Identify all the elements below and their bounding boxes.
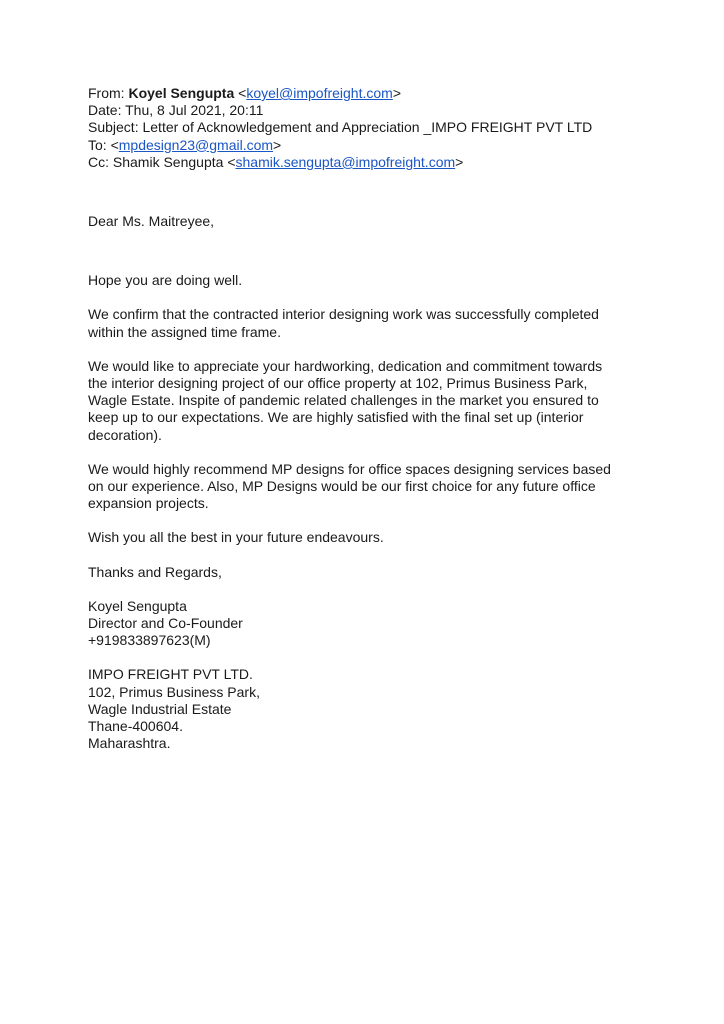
to-line xyxy=(88,137,648,154)
address-line: Maharashtra. xyxy=(88,735,171,752)
paragraph-line: within the assigned time frame. xyxy=(88,323,281,340)
from-name: Koyel Sengupta xyxy=(128,85,235,101)
paragraph-line: expansion projects. xyxy=(88,495,209,512)
subject-value: Letter of Acknowledgement and Appreciation _IMPO FREIGHT PVT LTD xyxy=(142,119,593,136)
spacer xyxy=(88,444,648,461)
spacer xyxy=(88,341,648,358)
cc-email-link[interactable]: shamik.sengupta@impofreight.com xyxy=(235,153,456,170)
from-line xyxy=(88,85,648,102)
cc-label: Cc: xyxy=(88,153,109,170)
paragraph-line: We would like to appreciate your hardworking, dedication and commitment towards xyxy=(88,357,603,374)
cc-line xyxy=(88,154,648,171)
salutation: Dear Ms. Maitreyee, xyxy=(88,213,215,230)
from-email-link[interactable]: koyel@impofreight.com xyxy=(246,85,393,101)
wish-line: Wish you all the best in your future endeavours. xyxy=(88,529,384,546)
from-label: From: xyxy=(88,85,125,101)
signature-title: Director and Co-Founder xyxy=(88,615,243,632)
spacer xyxy=(88,512,648,529)
spacer xyxy=(88,581,648,598)
to-lt: < xyxy=(110,136,119,153)
spacer xyxy=(88,171,648,213)
company-name: IMPO FREIGHT PVT LTD. xyxy=(88,666,253,683)
address-line: Thane-400604. xyxy=(88,718,183,735)
paragraph-line: the interior designing project of our office property at 102, Primus Business Park, xyxy=(88,375,588,392)
paragraph-line: keep up to our expectations. We are highly satisfied with the final set up (interior xyxy=(88,409,584,426)
signature-block xyxy=(88,598,648,650)
paragraph-appreciation xyxy=(88,358,648,444)
date-label: Date: xyxy=(88,102,122,119)
date-line xyxy=(88,102,648,119)
closing: Thanks and Regards, xyxy=(88,563,222,580)
spacer xyxy=(88,289,648,306)
cc-name: Shamik Sengupta xyxy=(112,153,224,170)
to-gt: > xyxy=(273,136,282,153)
spacer xyxy=(88,547,648,564)
paragraph-recommendation xyxy=(88,461,648,513)
spacer xyxy=(88,230,648,272)
cc-lt: < xyxy=(227,153,236,170)
company-address-block xyxy=(88,666,648,752)
signature-name: Koyel Sengupta xyxy=(88,597,187,614)
paragraph-line: We would highly recommend MP designs for office spaces designing services based xyxy=(88,460,611,477)
address-line: 102, Primus Business Park, xyxy=(88,683,260,700)
from-lt: < xyxy=(238,85,247,101)
signature-phone: +919833897623(M) xyxy=(88,632,211,649)
subject-label: Subject: xyxy=(88,119,139,136)
greeting: Hope you are doing well. xyxy=(88,272,243,289)
paragraph-line: Wagle Estate. Inspite of pandemic related challenges in the market you ensured to xyxy=(88,392,599,409)
paragraph-line: We confirm that the contracted interior designing work was successfully completed xyxy=(88,306,599,323)
email-document xyxy=(88,85,648,752)
paragraph-line: on our experience. Also, MP Designs would be our first choice for any future office xyxy=(88,478,596,495)
paragraph-line: decoration). xyxy=(88,426,162,443)
to-label: To: xyxy=(88,136,107,153)
subject-line xyxy=(88,119,648,136)
from-gt: > xyxy=(392,85,402,101)
address-line: Wagle Industrial Estate xyxy=(88,700,232,717)
spacer xyxy=(88,649,648,666)
paragraph-completion xyxy=(88,306,648,340)
to-email-link[interactable]: mpdesign23@gmail.com xyxy=(118,136,274,153)
cc-gt: > xyxy=(455,153,464,170)
date-value: Thu, 8 Jul 2021, 20:11 xyxy=(125,102,264,119)
